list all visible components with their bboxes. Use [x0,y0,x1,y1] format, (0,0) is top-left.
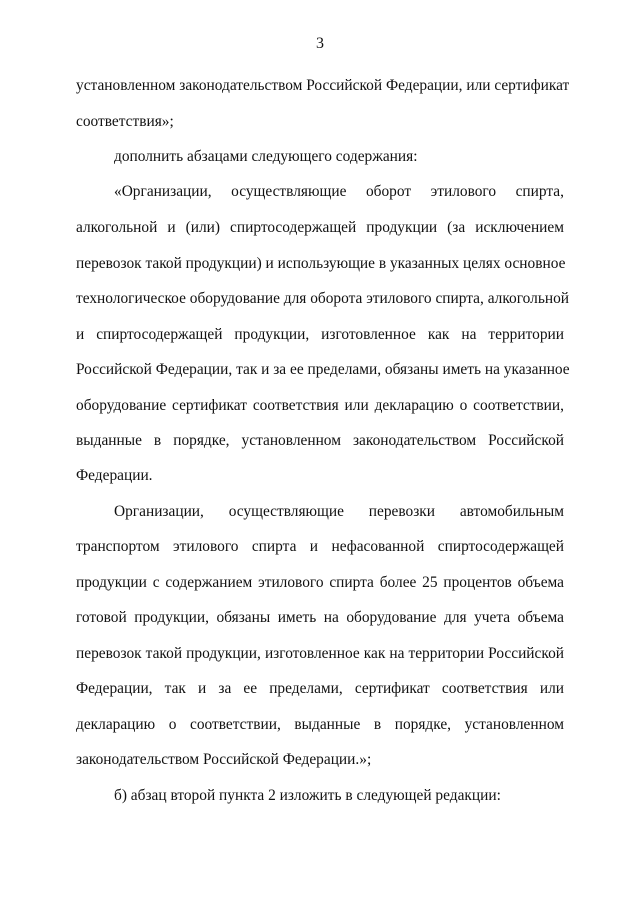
text-line: перевозок такой продукции, изготовленное как на территории Российской [76,645,564,662]
text-line: Организации, осуществляющие перевозки автомобильным [114,503,564,520]
text-line: перевозок такой продукции) и использующие в указанных целях основное [76,255,566,272]
text-line: законодательством Российской Федерации.»; [76,751,372,768]
text-line: продукции с содержанием этилового спирта более 25 процентов объема [76,574,564,591]
text-line: соответствия»; [76,113,174,130]
text-line: «Организации, осуществляющие оборот этилового спирта, [114,183,564,200]
text-line: установленном законодательством Российской Федерации, или сертификат [76,77,570,94]
text-line: Российской Федерации, так и за ее пределами, обязаны иметь на указанное [76,361,570,378]
text-line: Федерации. [76,467,153,484]
page-number: 3 [316,35,324,52]
text-line: готовой продукции, обязаны иметь на оборудование для учета объема [76,609,564,626]
text-line: декларацию о соответствии, выданные в порядке, установленном [76,716,564,733]
text-line: технологическое оборудование для оборота этилового спирта, алкогольной [76,290,570,307]
text-line: алкогольной и (или) спиртосодержащей продукции (за исключением [76,219,564,236]
text-line: выданные в порядке, установленном законодательством Российской [76,432,564,449]
text-line: и спиртосодержащей продукции, изготовленное как на территории [76,326,564,343]
text-line: Федерации, так и за ее пределами, сертификат соответствия или [76,680,564,697]
text-line: б) абзац второй пункта 2 изложить в следующей редакции: [114,787,501,804]
text-line: дополнить абзацами следующего содержания: [114,148,418,165]
text-line: оборудование сертификат соответствия или декларацию о соответствии, [76,397,564,414]
text-line: транспортом этилового спирта и нефасованной спиртосодержащей [76,538,564,555]
